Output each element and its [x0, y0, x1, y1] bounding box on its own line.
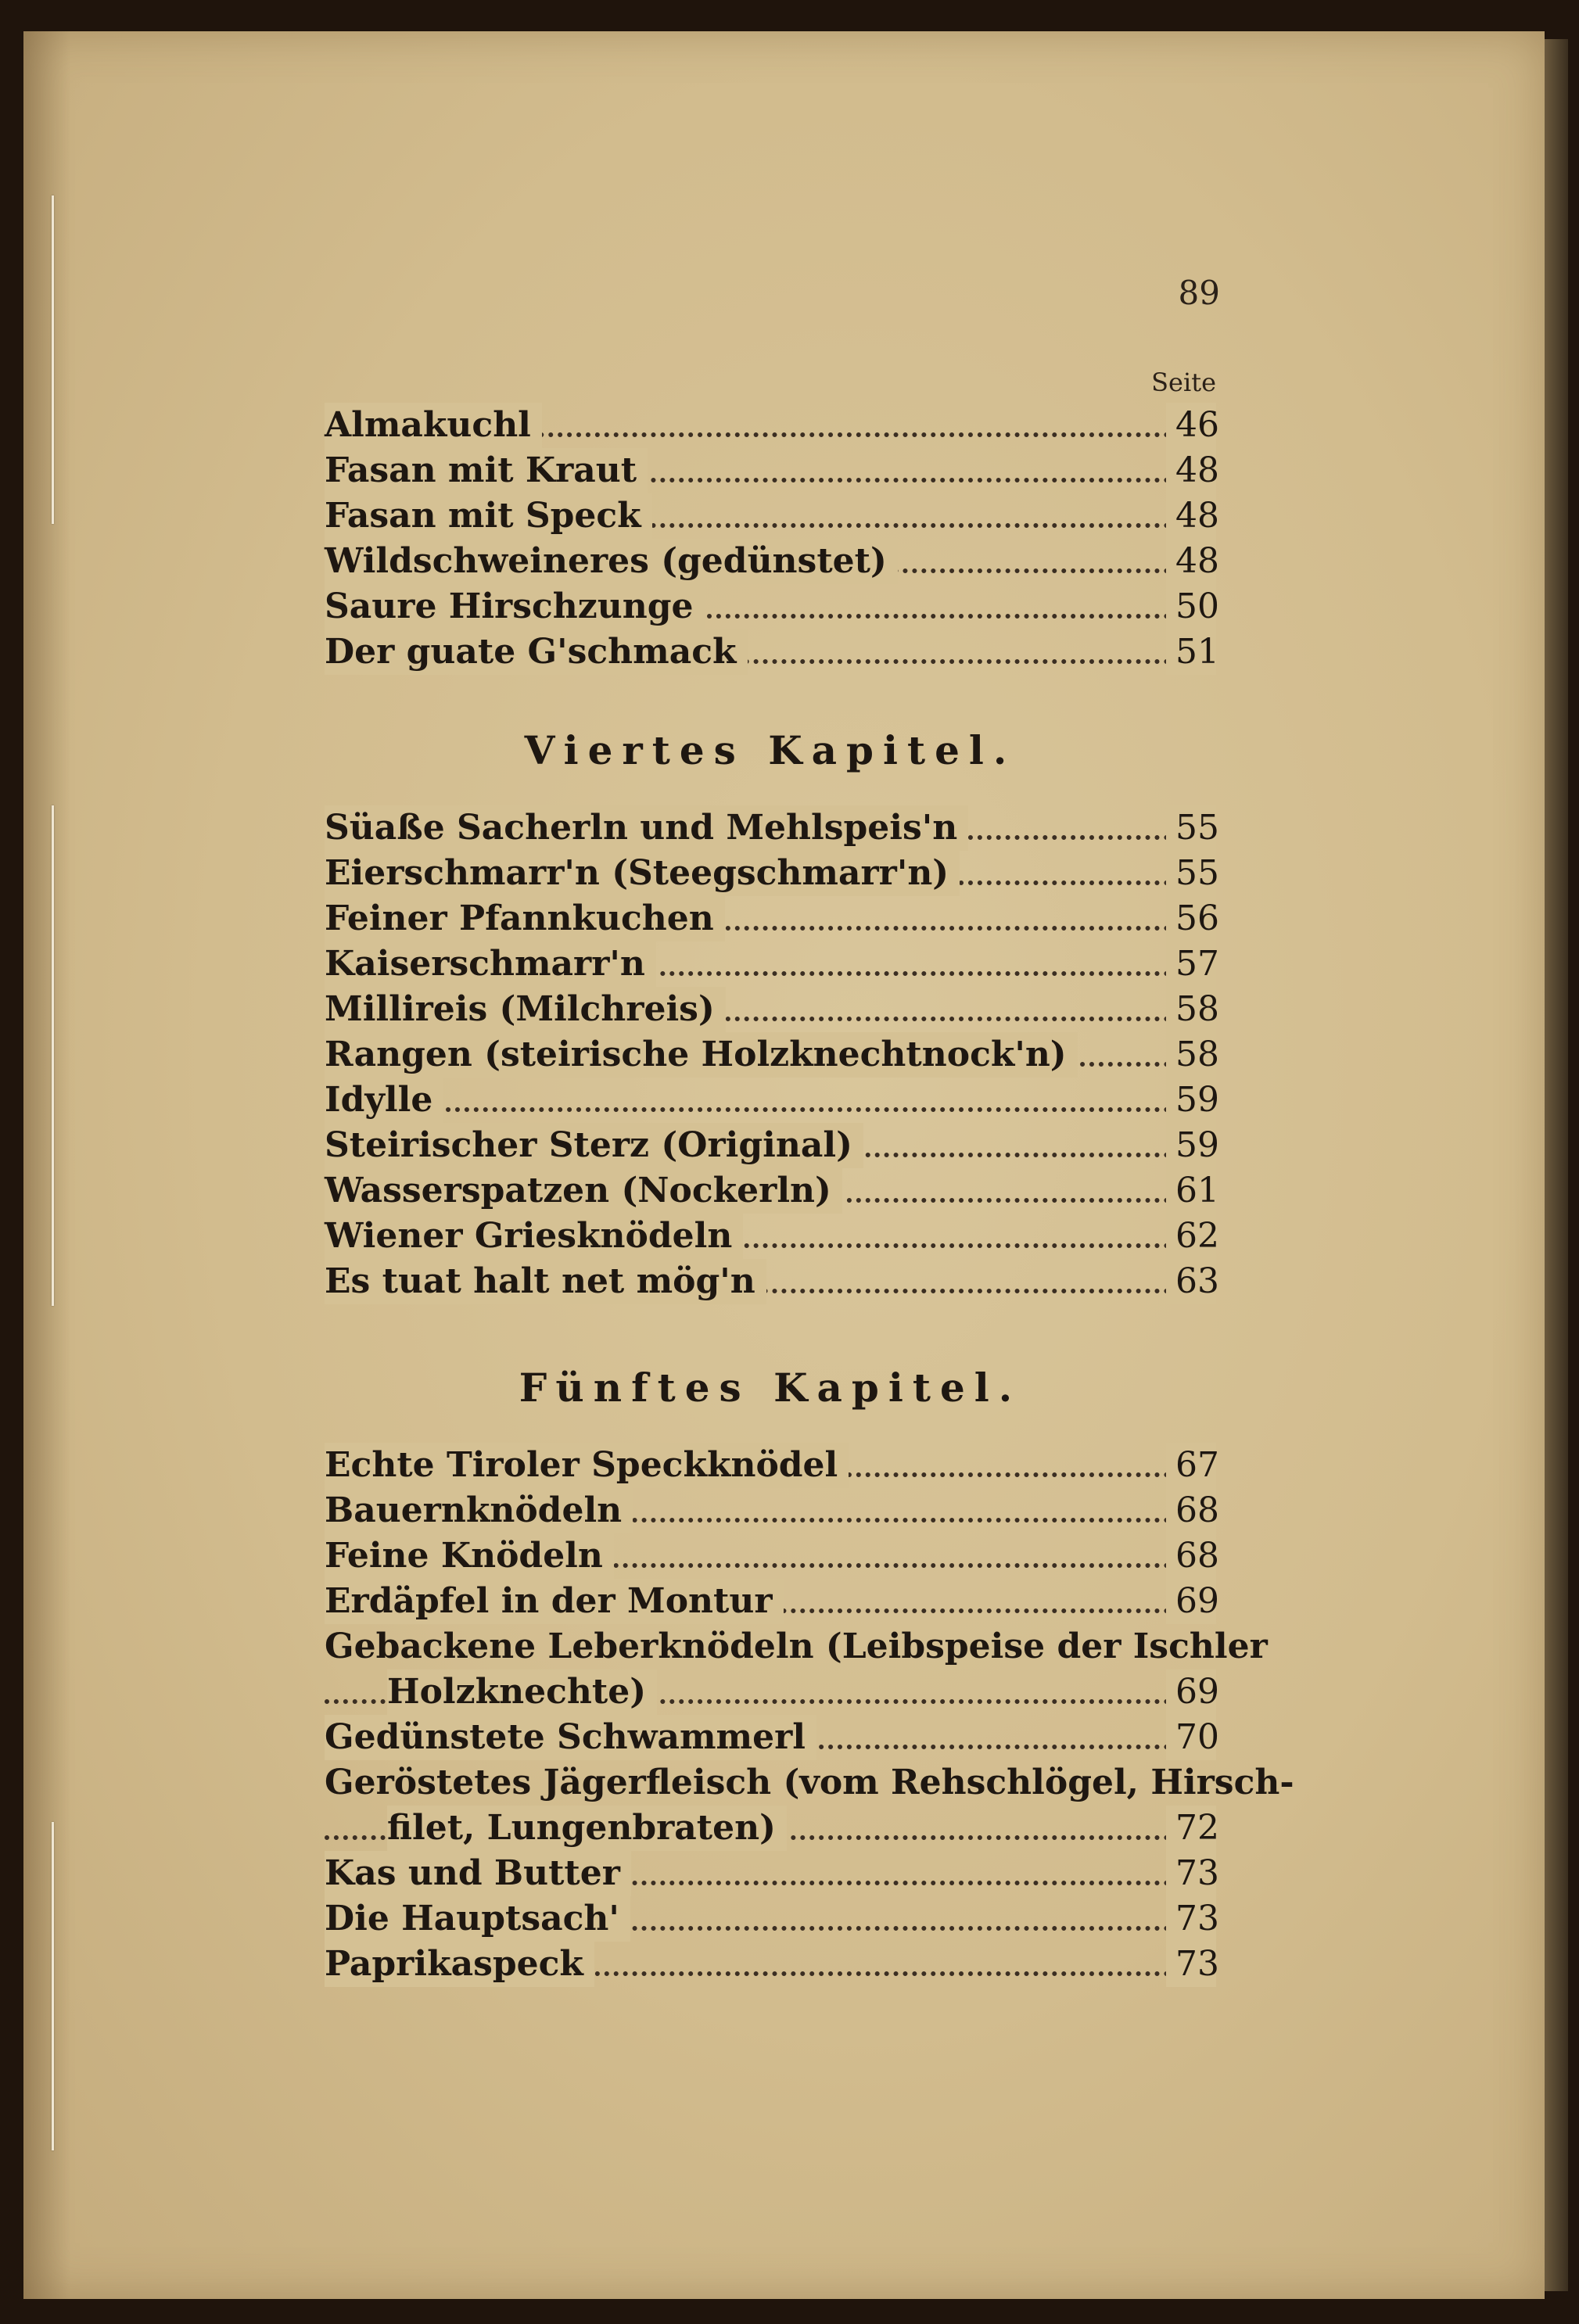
entry-title: Kaiserschmarr'n [325, 941, 656, 987]
toc-entry[interactable] [325, 1259, 1219, 1304]
toc-entry[interactable] [325, 1443, 1219, 1488]
binding-stitch [52, 195, 54, 524]
entry-page: 73 [1166, 1896, 1216, 1942]
toc-entry[interactable] [325, 1032, 1219, 1078]
binding-stitch [52, 1822, 54, 2150]
toc-entry[interactable] [325, 851, 1219, 896]
entry-page: 63 [1166, 1259, 1216, 1304]
entry-title: Kas und Butter [325, 1851, 631, 1896]
entry-page: 67 [1166, 1443, 1216, 1488]
entry-title: Gedünstete Schwammerl [325, 1715, 816, 1760]
toc-entry[interactable] [325, 1896, 1219, 1942]
entry-page: 70 [1166, 1715, 1216, 1760]
entry-page: 73 [1166, 1942, 1216, 1987]
entry-page: 48 [1166, 493, 1216, 539]
entry-page: 68 [1166, 1533, 1216, 1579]
entry-page: 56 [1166, 896, 1216, 941]
toc-entry[interactable] [325, 629, 1219, 675]
toc-entry[interactable] [325, 1851, 1219, 1896]
entry-page: 59 [1166, 1123, 1216, 1168]
toc-entry[interactable] [325, 987, 1219, 1032]
entry-page: 48 [1166, 448, 1216, 493]
entry-title: Wiener Griesknödeln [325, 1214, 743, 1259]
entry-page: 50 [1166, 584, 1216, 629]
entry-page: 58 [1166, 987, 1216, 1032]
toc-entry[interactable] [325, 448, 1219, 493]
entry-page: 69 [1166, 1669, 1216, 1715]
toc-entry[interactable] [325, 584, 1219, 629]
entry-title: Steirischer Sterz (Original) [325, 1123, 863, 1168]
entry-title: Bauernknödeln [325, 1488, 633, 1533]
entry-page: 72 [1166, 1806, 1216, 1851]
toc-entry[interactable] [325, 1579, 1219, 1624]
entry-title: Eierschmarr'n (Steegschmarr'n) [325, 851, 960, 896]
toc-entry[interactable] [325, 1624, 1268, 1669]
toc-entry[interactable] [325, 896, 1219, 941]
toc-entry[interactable] [325, 1078, 1219, 1123]
toc-entry[interactable] [325, 1760, 1294, 1806]
chapter-heading: Fünftes Kapitel. [519, 1365, 1022, 1411]
entry-page: 55 [1166, 805, 1216, 851]
toc-section-3 [325, 1443, 1294, 1987]
entry-page: 48 [1166, 539, 1216, 584]
entry-title: Wildschweineres (gedünstet) [325, 539, 898, 584]
entry-page: 57 [1166, 941, 1216, 987]
toc-entry[interactable] [325, 941, 1219, 987]
entry-title: Echte Tiroler Speckknödel [325, 1443, 849, 1488]
toc-entry[interactable] [325, 539, 1219, 584]
entry-title: Rangen (steirische Holzknechtnock'n) [325, 1032, 1078, 1078]
toc-section-2 [325, 805, 1219, 1304]
entry-title: filet, Lungenbraten) [387, 1806, 787, 1851]
entry-title: Fasan mit Speck [325, 493, 652, 539]
entry-title: Feine Knödeln [325, 1533, 614, 1579]
toc-entry[interactable] [325, 1123, 1219, 1168]
binding-gutter [23, 31, 70, 2299]
binding-stitch [52, 805, 54, 1306]
entry-title: Feiner Pfannkuchen [325, 896, 725, 941]
toc-entry[interactable] [325, 1214, 1219, 1259]
toc-entry[interactable] [325, 1942, 1219, 1987]
entry-page: 59 [1166, 1078, 1216, 1123]
entry-title: Süaße Sacherln und Mehlspeis'n [325, 805, 968, 851]
toc-entry[interactable] [325, 1488, 1219, 1533]
entry-title: Der guate G'schmack [325, 629, 748, 675]
page-column-heading: Seite [1151, 368, 1216, 397]
entry-title: Saure Hirschzunge [325, 584, 705, 629]
entry-title: Paprikaspeck [325, 1942, 594, 1987]
toc-entry-continuation[interactable] [325, 1806, 1219, 1851]
page-edge [1545, 39, 1568, 2291]
page-number: 89 [1178, 274, 1220, 312]
entry-title: Erdäpfel in der Montur [325, 1579, 784, 1624]
toc-entry[interactable] [325, 1168, 1219, 1214]
toc-entry-continuation[interactable] [325, 1669, 1219, 1715]
entry-page: 73 [1166, 1851, 1216, 1896]
toc-entry[interactable] [325, 1715, 1219, 1760]
entry-page: 51 [1166, 629, 1216, 675]
toc-entry[interactable] [325, 1533, 1219, 1579]
entry-title: Idylle [325, 1078, 443, 1123]
entry-title: Holzknechte) [387, 1669, 657, 1715]
toc-entry[interactable] [325, 403, 1219, 448]
entry-title: Fasan mit Kraut [325, 448, 648, 493]
entry-title: Die Hauptsach' [325, 1896, 630, 1942]
entry-title: Wasserspatzen (Nockerln) [325, 1168, 842, 1214]
entry-page: 68 [1166, 1488, 1216, 1533]
entry-title: Es tuat halt net mög'n [325, 1259, 766, 1304]
toc-entry[interactable] [325, 493, 1219, 539]
entry-page: 55 [1166, 851, 1216, 896]
toc-entry[interactable] [325, 805, 1219, 851]
entry-page: 61 [1166, 1168, 1216, 1214]
entry-page: 69 [1166, 1579, 1216, 1624]
entry-page: 62 [1166, 1214, 1216, 1259]
chapter-heading: Viertes Kapitel. [524, 727, 1017, 773]
entry-page: 46 [1166, 403, 1216, 448]
entry-title: Geröstetes Jägerfleisch (vom Rehschlögel, Hirsch- [325, 1763, 1294, 1802]
entry-title: Gebackene Leberknödeln (Leibspeise der Ischler [325, 1626, 1268, 1666]
entry-page: 58 [1166, 1032, 1216, 1078]
entry-title: Almakuchl [325, 403, 542, 448]
toc-section-1 [325, 403, 1219, 675]
entry-title: Millireis (Milchreis) [325, 987, 726, 1032]
